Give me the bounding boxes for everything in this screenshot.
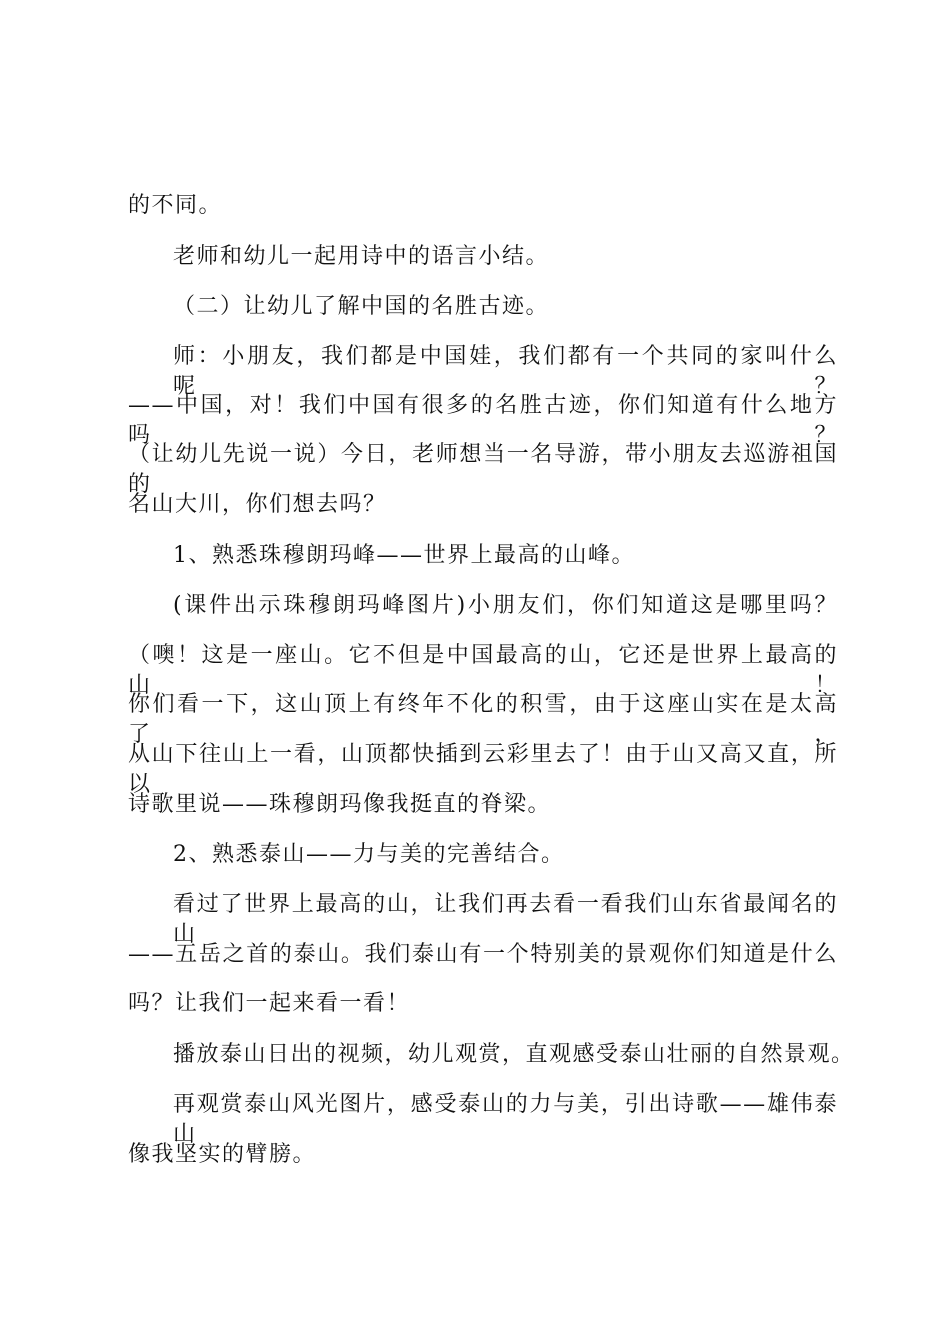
paragraph-line: 名山大川，你们想去吗？ (128, 492, 387, 517)
paragraph-line: （噢！这是一座山。它不但是中国最高的山，它还是世界上最高的山！ (128, 643, 838, 698)
paragraph-line: 老师和幼儿一起用诗中的语言小结。 (173, 244, 550, 269)
paragraph-line: 吗？让我们一起来看一看！ (128, 991, 411, 1016)
paragraph-line: 像我坚实的臂膀。 (128, 1142, 317, 1167)
subsection-heading: 1、熟悉珠穆朗玛峰——世界上最高的山峰。 (173, 543, 635, 568)
section-heading: （二）让幼儿了解中国的名胜古迹。 (173, 294, 550, 319)
paragraph-line: 的不同。 (128, 193, 223, 218)
paragraph-line: ——中国，对！我们中国有很多的名胜古迹，你们知道有什么地方吗？ (128, 393, 838, 448)
subsection-heading: 2、熟悉泰山——力与美的完善结合。 (173, 842, 565, 867)
paragraph-line: 看过了世界上最高的山，让我们再去看一看我们山东省最闻名的山 (173, 892, 838, 947)
paragraph-line: 从山下往山上一看，山顶都快插到云彩里去了！由于山又高又直，所以 (128, 742, 838, 797)
paragraph-line: （让幼儿先说一说）今日，老师想当一名导游，带小朋友去巡游祖国的 (128, 442, 838, 497)
paragraph-line: 播放泰山日出的视频，幼儿观赏，直观感受泰山壮丽的自然景观。 (173, 1042, 855, 1067)
paragraph-line: ——五岳之首的泰山。我们泰山有一个特别美的景观你们知道是什么 (128, 942, 838, 967)
paragraph-line: 你们看一下，这山顶上有终年不化的积雪，由于这座山实在是太高了， (128, 692, 838, 747)
paragraph-line: (课件出示珠穆朗玛峰图片)小朋友们，你们知道这是哪里吗？ (173, 593, 838, 618)
paragraph-line: 再观赏泰山风光图片，感受泰山的力与美，引出诗歌——雄伟泰山 (173, 1092, 838, 1147)
paragraph-line: 师：小朋友，我们都是中国娃，我们都有一个共同的家叫什么呢？ (173, 344, 838, 399)
paragraph-line: 诗歌里说——珠穆朗玛像我挺直的脊梁。 (128, 792, 552, 817)
